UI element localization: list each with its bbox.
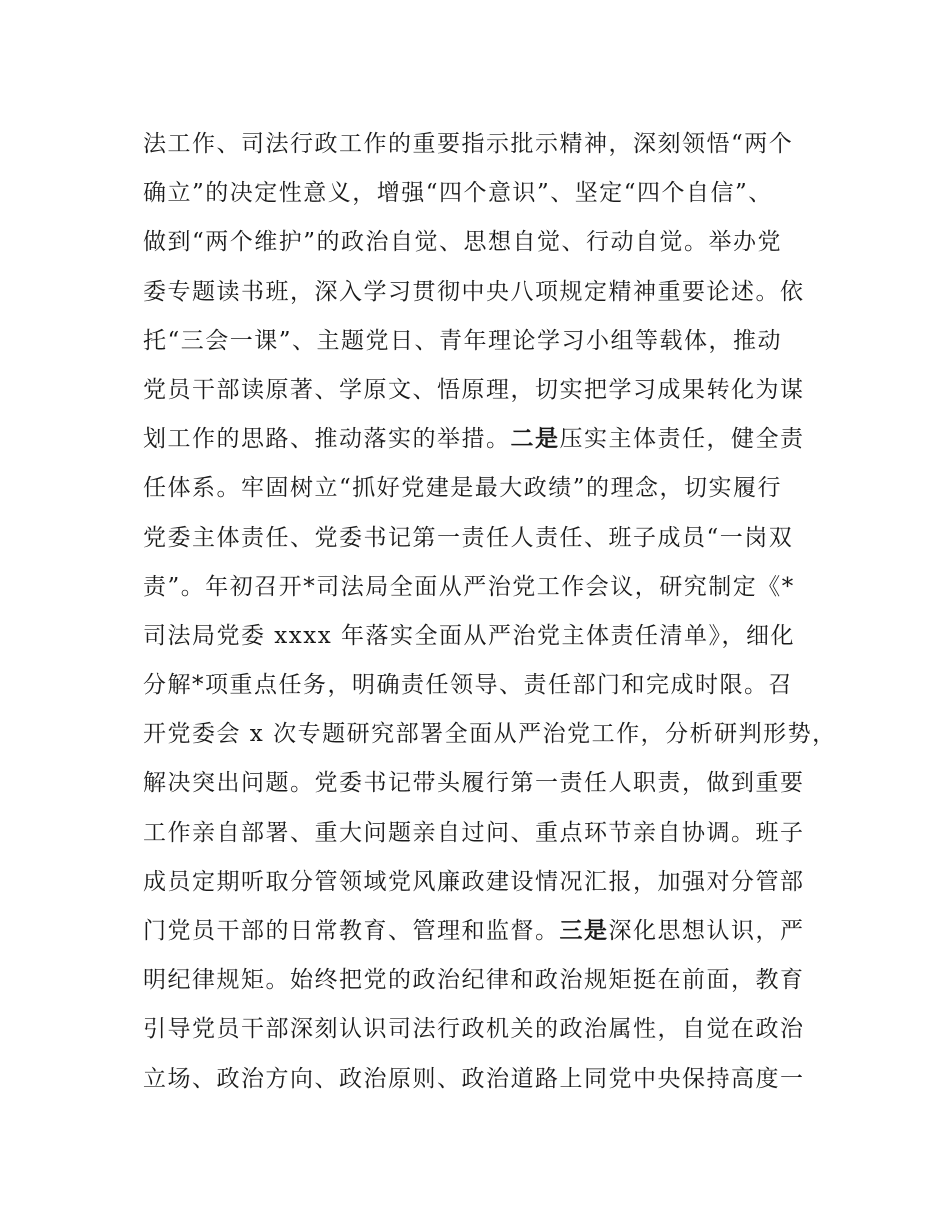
- text-line: 确立”的决定性意义，增强“四个意识”、坚定“四个自信”、: [143, 180, 773, 207]
- text-line: 法工作、司法行政工作的重要指示批示精神，深刻领悟“两个: [143, 131, 794, 157]
- text-line: 工作亲自部署、重大问题亲自过问、重点环节亲自协调。班子: [143, 819, 805, 846]
- point-three-marker: 三是: [559, 918, 609, 944]
- text-line: 开党委会 x 次专题研究部署全面从严治党工作，分析研判形势，: [143, 721, 837, 748]
- text-line: 引导党员干部深刻认识司法行政机关的政治属性，自觉在政治: [143, 1016, 805, 1043]
- text-line: 党员干部读原著、学原文、悟原理，切实把学习成果转化为谋: [143, 376, 805, 403]
- text-line: 委专题读书班，深入学习贯彻中央八项规定精神重要论述。依: [143, 278, 805, 305]
- text-line: 门党员干部的日常教育、管理和监督。三是深化思想认识，严: [143, 918, 805, 944]
- text-line: 责”。年初召开*司法局全面从严治党工作会议，研究制定《*: [143, 573, 795, 600]
- text-line: 司法局党委 xxxx 年落实全面从严治党主体责任清单》，细化: [143, 622, 796, 649]
- point-two-marker: 二是: [510, 426, 560, 453]
- text-line: 托“三会一课”、主题党日、青年理论学习小组等载体，推动: [143, 327, 783, 354]
- text-line: 做到“两个维护”的政治自觉、思想自觉、行动自觉。举办党: [143, 229, 783, 256]
- text-line: 划工作的思路、推动落实的举措。二是压实主体责任，健全责: [143, 426, 805, 453]
- text-line: 党委主体责任、党委书记第一责任人责任、班子成员“一岗双: [143, 524, 794, 551]
- text-line: 解决突出问题。党委书记带头履行第一责任人职责，做到重要: [143, 770, 805, 797]
- text-line: 立场、政治方向、政治原则、政治道路上同党中央保持高度一: [143, 1065, 805, 1092]
- text-line: 明纪律规矩。始终把党的政治纪律和政治规矩挺在前面，教育: [143, 967, 805, 994]
- text-line: 分解*项重点任务，明确责任领导、责任部门和完成时限。召: [143, 672, 793, 699]
- text-line: 任体系。牢固树立“抓好党建是最大政绩”的理念，切实履行: [143, 475, 783, 502]
- body-text: [143, 120, 843, 1104]
- text-line: 成员定期听取分管领域党风廉政建设情况汇报，加强对分管部: [143, 868, 805, 895]
